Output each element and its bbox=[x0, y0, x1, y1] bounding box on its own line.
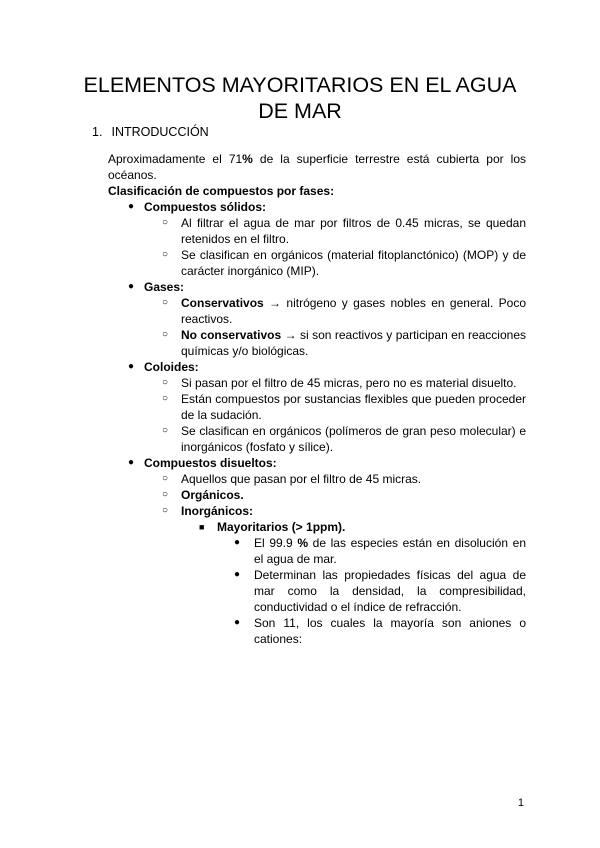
square-bullet-icon: ■ bbox=[199, 522, 205, 532]
circle-bullet-icon: ○ bbox=[162, 393, 169, 404]
circle-bullet-icon: ○ bbox=[162, 329, 169, 340]
classification-title: Clasificación de compuestos por fases: bbox=[108, 184, 335, 198]
m1-percent: % bbox=[297, 536, 308, 550]
organicos-label: Orgánicos. bbox=[181, 488, 244, 502]
conservativos-term: Conservativos bbox=[181, 296, 264, 310]
intro-percent: % bbox=[242, 152, 253, 166]
coloides-item: Se clasifican en orgánicos (polímeros de gran peso molecular) e inorgánicos (fosfato y sílice). bbox=[181, 424, 526, 454]
no-conservativos-term: No conservativos bbox=[181, 328, 282, 342]
intro-text-start: Aproximadamente el 71 bbox=[108, 152, 243, 166]
bullet-icon: ● bbox=[128, 457, 135, 468]
mayoritarios-label: Mayoritarios (> 1ppm). bbox=[217, 520, 346, 534]
section-heading bbox=[92, 124, 209, 140]
document-title: ELEMENTOS MAYORITARIOS EN EL AGUA DE MAR bbox=[83, 73, 517, 123]
circle-bullet-icon: ○ bbox=[162, 249, 169, 260]
disueltos-item: Aquellos que pasan por el filtro de 45 micras. bbox=[181, 472, 422, 486]
mayoritarios-item bbox=[254, 535, 526, 567]
bullet-icon: ● bbox=[234, 569, 241, 580]
coloides-label: Coloides: bbox=[144, 360, 199, 374]
gases-no-conservativos bbox=[181, 327, 526, 359]
disueltos-label: Compuestos disueltos: bbox=[144, 456, 277, 470]
conservativos-text: → nitrógeno y gases nobles en general. Poco reactivos. bbox=[181, 296, 526, 326]
coloides-item: Están compuestos por sustancias flexibles que pueden proceder de la sudación. bbox=[181, 392, 526, 422]
m1-text-start: El 99.9 bbox=[254, 536, 298, 550]
page-number: 1 bbox=[517, 797, 524, 809]
bullet-icon: ● bbox=[128, 281, 135, 292]
circle-bullet-icon: ○ bbox=[162, 505, 169, 516]
intro-text-end: de la superficie terrestre está cubierta por los océanos. bbox=[108, 152, 526, 182]
circle-bullet-icon: ○ bbox=[162, 217, 169, 228]
section-label: INTRODUCCIÓN bbox=[111, 125, 209, 139]
m1-text-end: de las especies están en disolución en el agua de mar. bbox=[254, 536, 526, 566]
circle-bullet-icon: ○ bbox=[162, 489, 169, 500]
circle-bullet-icon: ○ bbox=[162, 473, 169, 484]
mayoritarios-item: Determinan las propiedades físicas del agua de mar como la densidad, la compresibilidad, conductividad o el índice de refracción. bbox=[254, 568, 526, 614]
mayoritarios-item: Son 11, los cuales la mayoría son aniones o cationes: bbox=[254, 616, 526, 646]
solidos-label: Compuestos sólidos: bbox=[144, 200, 267, 214]
bullet-icon: ● bbox=[128, 201, 135, 212]
solidos-item: Se clasifican en orgánicos (material fitoplanctónico) (MOP) y de carácter inorgánico (MIP). bbox=[181, 248, 526, 278]
no-conservativos-text: → si son reactivos y participan en reacciones químicas y/o biológicas. bbox=[181, 328, 526, 358]
bullet-icon: ● bbox=[128, 361, 135, 372]
gases-label: Gases: bbox=[144, 280, 185, 294]
bullet-icon: ● bbox=[234, 617, 241, 628]
coloides-item: Si pasan por el filtro de 45 micras, pero no es material disuelto. bbox=[181, 376, 517, 390]
circle-bullet-icon: ○ bbox=[162, 377, 169, 388]
section-number: 1. bbox=[92, 125, 103, 139]
gases-conservativos bbox=[181, 295, 526, 327]
inorganicos-label: Inorgánicos: bbox=[181, 504, 254, 518]
intro-paragraph bbox=[108, 151, 526, 183]
circle-bullet-icon: ○ bbox=[162, 425, 169, 436]
bullet-icon: ● bbox=[234, 537, 241, 548]
circle-bullet-icon: ○ bbox=[162, 297, 169, 308]
solidos-item: Al filtrar el agua de mar por filtros de 0.45 micras, se quedan retenidos en el filtro. bbox=[181, 216, 526, 246]
